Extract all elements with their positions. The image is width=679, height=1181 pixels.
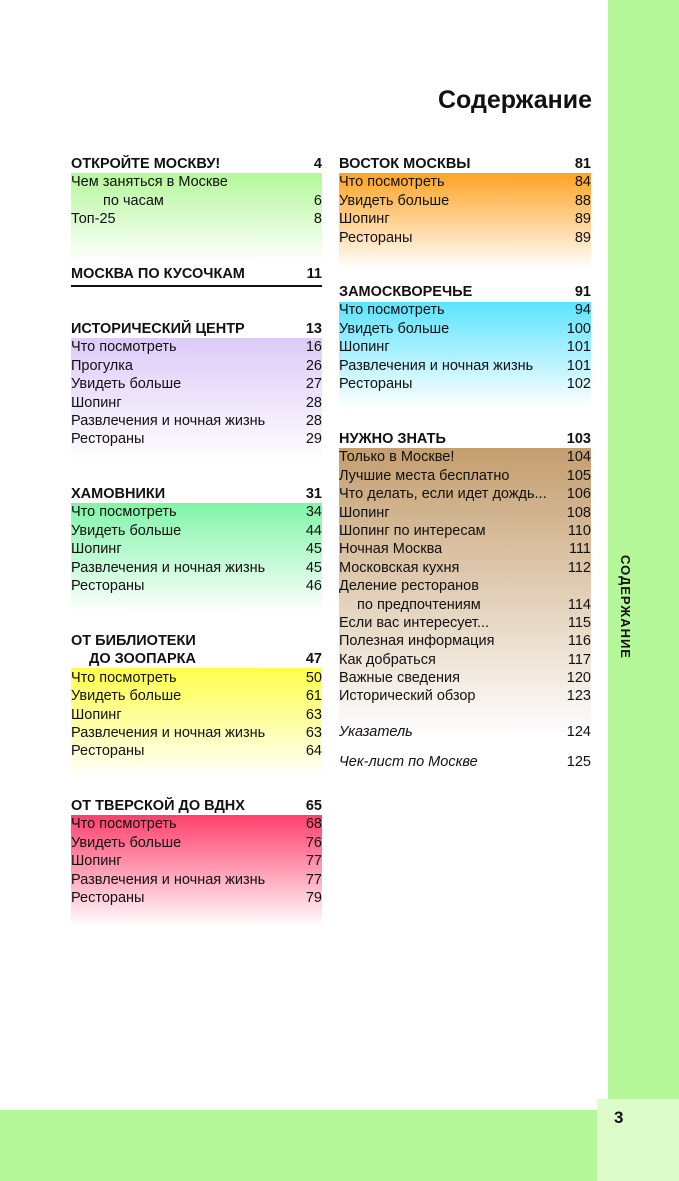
toc-row[interactable]: Развлечения и ночная жизнь 77 (71, 871, 322, 888)
toc-row[interactable]: Увидеть больше 76 (71, 834, 322, 851)
toc-row[interactable]: Увидеть больше 61 (71, 688, 322, 705)
toc-row[interactable]: Развлечения и ночная жизнь 28 (71, 412, 322, 429)
toc-row[interactable]: по предпочтениям 114 (357, 596, 591, 613)
section-need-to-know (339, 430, 591, 706)
toc-row[interactable]: Шопинг 77 (71, 853, 322, 870)
toc-row[interactable]: Увидеть больше 44 (71, 522, 322, 539)
toc-row[interactable]: Увидеть больше 88 (339, 192, 591, 209)
section-divider (71, 285, 322, 287)
section-header[interactable]: ХАМОВНИКИ 31 (71, 486, 322, 502)
toc-row[interactable]: по часам 6 (103, 192, 322, 209)
toc-row[interactable]: Как добраться 117 (339, 651, 591, 668)
section-library (71, 632, 322, 761)
toc-row[interactable]: Полезная информация 116 (339, 633, 591, 650)
toc-row[interactable]: Если вас интересует... 115 (339, 614, 591, 631)
section-khamovniki (71, 485, 322, 595)
toc-row[interactable]: Что посмотреть 16 (71, 339, 322, 356)
toc-row[interactable]: Московская кухня 112 (339, 559, 591, 576)
section-header[interactable]: ЗАМОСКВОРЕЧЬЕ 91 (339, 284, 591, 300)
section-header[interactable]: ОТКРОЙТЕ МОСКВУ! 4 (71, 156, 322, 172)
page-number-box (597, 1099, 679, 1181)
toc-row[interactable]: Исторический обзор 123 (339, 688, 591, 705)
toc-row-index[interactable]: Указатель 124 (339, 724, 591, 740)
toc-row[interactable]: Рестораны 89 (339, 229, 591, 246)
toc-row-checklist[interactable]: Чек-лист по Москве 125 (339, 754, 591, 770)
bottom-bar (0, 1110, 679, 1181)
toc-row[interactable]: Деление ресторанов (339, 578, 479, 595)
toc-row[interactable]: Ночная Москва 111 (339, 541, 591, 558)
toc-row[interactable]: Рестораны 29 (71, 431, 322, 448)
toc-row[interactable]: Увидеть больше 27 (71, 376, 322, 393)
toc-row[interactable]: Что делать, если идет дождь... 106 (339, 486, 591, 503)
toc-row[interactable]: Рестораны 46 (71, 577, 322, 594)
section-header[interactable]: ОТ БИБЛИОТЕКИ (71, 633, 196, 649)
section-historic (71, 320, 322, 449)
toc-row[interactable]: Шопинг 108 (339, 504, 591, 521)
section-open-moscow (71, 155, 322, 229)
toc-row[interactable]: Что посмотреть 84 (339, 174, 591, 191)
section-header[interactable]: ВОСТОК МОСКВЫ 81 (339, 156, 591, 172)
section-checklist (339, 753, 591, 771)
section-east (339, 155, 591, 247)
section-zamoskvorechye (339, 283, 591, 393)
section-header[interactable]: ДО ЗООПАРКА 47 (89, 651, 322, 668)
toc-row[interactable]: Рестораны 79 (71, 889, 322, 906)
toc-row[interactable]: Только в Москве! 104 (339, 449, 591, 466)
section-pieces (71, 265, 322, 283)
toc-row[interactable]: Увидеть больше 100 (339, 320, 591, 337)
section-header[interactable]: НУЖНО ЗНАТЬ 103 (339, 431, 591, 447)
toc-row[interactable]: Что посмотреть 50 (71, 669, 322, 686)
toc-row[interactable]: Развлечения и ночная жизнь 63 (71, 724, 322, 741)
side-label: СОДЕРЖАНИЕ (618, 555, 633, 659)
toc-row[interactable]: Чем заняться в Москве (71, 174, 228, 191)
toc-row[interactable]: Рестораны 102 (339, 375, 591, 392)
section-header[interactable]: МОСКВА ПО КУСОЧКАМ 11 (71, 266, 322, 282)
toc-row[interactable]: Лучшие места бесплатно 105 (339, 467, 591, 484)
toc-row[interactable]: Топ-25 8 (71, 211, 322, 228)
section-index (339, 723, 591, 741)
toc-row[interactable]: Развлечения и ночная жизнь 45 (71, 559, 322, 576)
toc-row[interactable]: Важные сведения 120 (339, 670, 591, 687)
toc-row[interactable]: Шопинг 28 (71, 394, 322, 411)
toc-row[interactable]: Что посмотреть 34 (71, 504, 322, 521)
toc-row[interactable]: Шопинг 63 (71, 706, 322, 723)
toc-row[interactable]: Шопинг по интересам 110 (339, 522, 591, 539)
toc-row[interactable]: Прогулка 26 (71, 357, 322, 374)
section-header[interactable]: ИСТОРИЧЕСКИЙ ЦЕНТР 13 (71, 321, 322, 337)
toc-row[interactable]: Что посмотреть 94 (339, 302, 591, 319)
section-tverskaya (71, 797, 322, 907)
toc-row[interactable]: Шопинг 101 (339, 339, 591, 356)
toc-row[interactable]: Что посмотреть 68 (71, 816, 322, 833)
toc-row[interactable]: Развлечения и ночная жизнь 101 (339, 357, 591, 374)
toc-row[interactable]: Шопинг 45 (71, 541, 322, 558)
section-header[interactable]: ОТ ТВЕРСКОЙ ДО ВДНХ 65 (71, 798, 322, 814)
toc-row[interactable]: Шопинг 89 (339, 211, 591, 228)
page-title: Содержание (437, 86, 592, 114)
toc-row[interactable]: Рестораны 64 (71, 743, 322, 760)
page-number: 3 (614, 1108, 624, 1127)
